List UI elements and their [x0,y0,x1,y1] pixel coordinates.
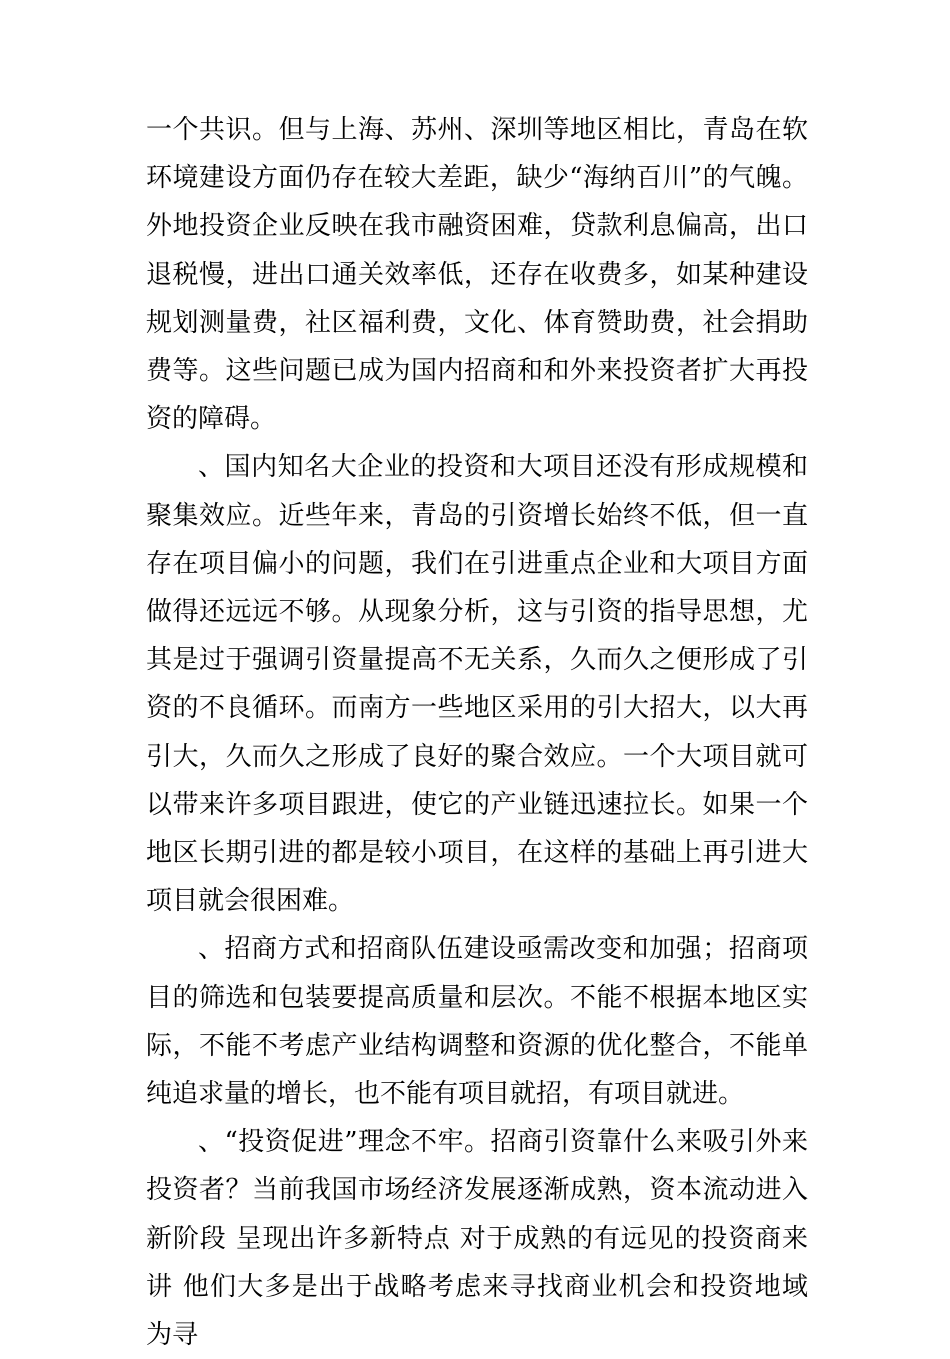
paragraph-2: 、国内知名大企业的投资和大项目还没有形成规模和聚集效应。近些年来，青岛的引资增长始终不低，但一直存在项目偏小的问题，我们在引进重点企业和大项目方面做得还远远不够。从现象分析，这与引资的指导思想，尤其是过于强调引资量提高不无关系，久而久之便形成了引资的不良循环。而南方一些地区采用的引大招大，以大再引大，久而久之形成了良好的聚合效应。一个大项目就可以带来许多项目跟进，使它的产业链迅速拉长。如果一个地区长期引进的都是较小项目，在这样的基础上再引进大项目就会很困难。 [146,452,808,917]
body-text [146,106,808,1359]
paragraph-3: 、招商方式和招商队伍建设亟需改变和加强；招商项目的筛选和包装要提高质量和层次。不能不根据本地区实际，不能不考虑产业结构调整和资源的优化整合，不能单纯追求量的增长，也不能有项目就招，有项目就进。 [146,934,808,1110]
paragraph-1: 一个共识。但与上海、苏州、深圳等地区相比，青岛在软环境建设方面仍存在较大差距，缺少“海纳百川”的气魄。外地投资企业反映在我市融资困难，贷款利息偏高，出口退税慢，进出口通关效率低，还存在收费多，如某种建设规划测量费，社区福利费，文化、体育赞助费，社会捐助费等。这些问题已成为国内招商和和外来投资者扩大再投资的障碍。 [146,115,808,435]
paragraph-4: 、“投资促进”理念不牢。招商引资靠什么来吸引外来投资者？当前我国市场经济发展逐渐成熟，资本流动进入新阶段 呈现出许多新特点 对于成熟的有远见的投资商来讲 他们大多是出于战略考虑来寻找商业机会和投资地域 为寻 [146,1127,808,1351]
